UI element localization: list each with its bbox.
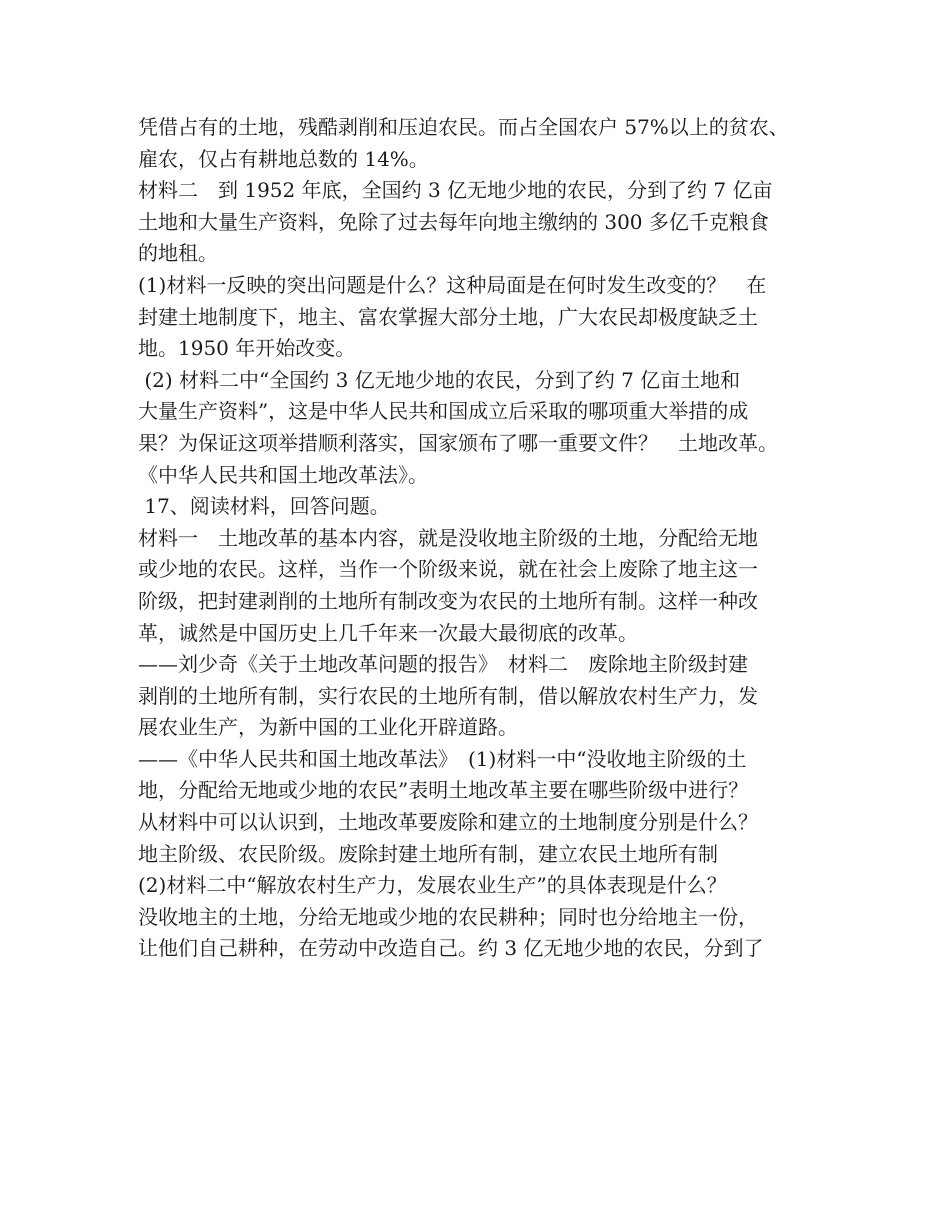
text-line: 封建土地制度下，地主、富农掌握大部分土地，广大农民却极度缺乏土 (138, 304, 758, 329)
text-line: 地主阶级、农民阶级。废除封建土地所有制，建立农民土地所有制 (138, 841, 718, 866)
text-line: 阶级，把封建剥削的土地所有制改变为农民的土地所有制。这样一种改 (138, 588, 758, 613)
text-line: 让他们自己耕种，在劳动中改造自己。约 3 亿无地少地的农民，分到了 (138, 936, 764, 961)
text-line: 展农业生产，为新中国的工业化开辟道路。 (138, 715, 518, 740)
text-line: 地。1950 年开始改变。 (138, 336, 356, 361)
text-line: 或少地的农民。这样，当作一个阶级来说，就在社会上废除了地主这一 (138, 557, 758, 582)
text-line: 雇农，仅占有耕地总数的 14%。 (138, 146, 429, 171)
text-line: 17、阅读材料，回答问题。 (138, 494, 390, 519)
text-line: (2) 材料二中“全国约 3 亿无地少地的农民，分到了约 7 亿亩土地和 (138, 367, 741, 392)
text-line: 果？为保证这项举措顺利落实，国家颁布了哪一重要文件？ 土地改革。 (138, 430, 778, 455)
text-line: 材料二 到 1952 年底，全国约 3 亿无地少地的农民，分到了约 7 亿亩 (138, 178, 773, 203)
text-line: 凭借占有的土地，残酷剥削和压迫农民。而占全国农户 57%以上的贫农、 (138, 115, 789, 139)
text-line: 土地和大量生产资料，免除了过去每年向地主缴纳的 300 多亿千克粮食 (138, 209, 769, 234)
text-line: (2)材料二中“解放农村生产力，发展农业生产”的具体表现是什么？ (138, 873, 727, 898)
text-line: 没收地主的土地，分给无地或少地的农民耕种；同时也分给地主一份， (138, 904, 758, 929)
text-line: 革，诚然是中国历史上几千年来一次最大最彻底的改革。 (138, 620, 638, 645)
document-body (138, 112, 838, 965)
text-line: 的地租。 (138, 241, 218, 266)
text-line: 大量生产资料”，这是中华人民共和国成立后采取的哪项重大举措的成 (138, 399, 749, 424)
text-line: 剥削的土地所有制，实行农民的土地所有制，借以解放农村生产力，发 (138, 683, 758, 708)
text-line: 材料一 土地改革的基本内容，就是没收地主阶级的土地，分配给无地 (138, 525, 758, 550)
text-line: 从材料中可以认识到，土地改革要废除和建立的土地制度分别是什么？ (138, 810, 758, 835)
text-line: ——《中华人民共和国土地改革法》 (1)材料一中“没收地主阶级的土 (138, 746, 747, 771)
text-line: ——刘少奇《关于土地改革问题的报告》 材料二 废除地主阶级封建 (138, 652, 748, 677)
text-line: 《中华人民共和国土地改革法》。 (138, 462, 428, 487)
text-line: 地，分配给无地或少地的农民”表明土地改革主要在哪些阶级中进行？ (138, 778, 749, 803)
text-line: (1)材料一反映的突出问题是什么？这种局面是在何时发生改变的？ 在 (138, 272, 767, 297)
